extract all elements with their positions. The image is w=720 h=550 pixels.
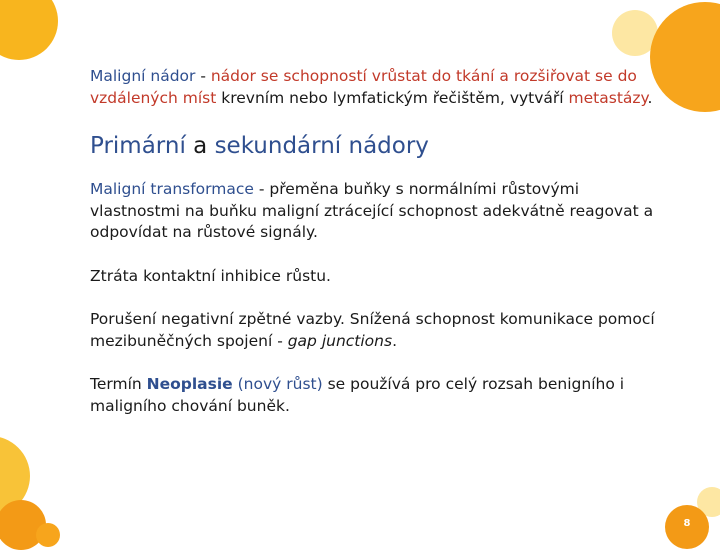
term-neoplasia: Neoplasie xyxy=(146,375,233,393)
page-number: 8 xyxy=(683,518,691,529)
section-title xyxy=(90,131,665,161)
decor-circle-bottom-left-small xyxy=(36,523,60,547)
gap-junctions: gap junctions xyxy=(287,331,393,350)
term-malignant-transformation: Maligní transformace xyxy=(90,180,254,198)
title-secondary: sekundární nádory xyxy=(214,133,429,159)
separator: - xyxy=(195,67,211,85)
neoplasia-pre: Termín xyxy=(90,375,147,393)
paragraph-malignant-tumor: Maligní nádor - nádor se schopností vrůstat do tkání a rozšiřovat se do vzdálených míst krevním nebo lymfatickým řečištěm, vytváří metastázy. xyxy=(90,67,653,107)
paragraph-neoplasia xyxy=(90,374,665,417)
title-conjunction: a xyxy=(185,133,215,159)
paragraph-contact-inhibition: Ztráta kontaktní inhibice růstu. xyxy=(90,266,331,285)
title-primary: Primární xyxy=(90,133,186,159)
definition-red: nádor se schopností vrůstat do tkání a rozšiřovat se do vzdálených míst xyxy=(90,67,637,107)
neoplasia-meaning: (nový růst) xyxy=(232,375,323,393)
definition-black: krevním nebo lymfatickým řečištěm, vytváří xyxy=(216,88,569,107)
feedback-text: Porušení negativní zpětné vazby. Snížená schopnost komunikace pomocí mezibuněčných spojení - xyxy=(90,310,655,350)
term-malignant-tumor: Maligní nádor xyxy=(90,67,196,85)
paragraph-malignant-transformation xyxy=(90,179,665,244)
term-metastasis: metastázy xyxy=(568,88,648,107)
neoplasia-definition: se používá pro celý rozsah benigního i maligního chování buněk. xyxy=(90,375,625,415)
slide-content xyxy=(90,66,665,417)
paragraph-negative-feedback: Porušení negativní zpětné vazby. Snížená schopnost komunikace pomocí mezibuněčných spojení - gap junctions. xyxy=(90,310,655,350)
transformation-definition: - přeměna buňky s normálními růstovými vlastnostmi na buňku maligní ztrácející schopnost adekvátně reagovat a odpovídat na růstové signály. xyxy=(90,180,654,241)
decor-circle-top-left xyxy=(0,0,58,60)
